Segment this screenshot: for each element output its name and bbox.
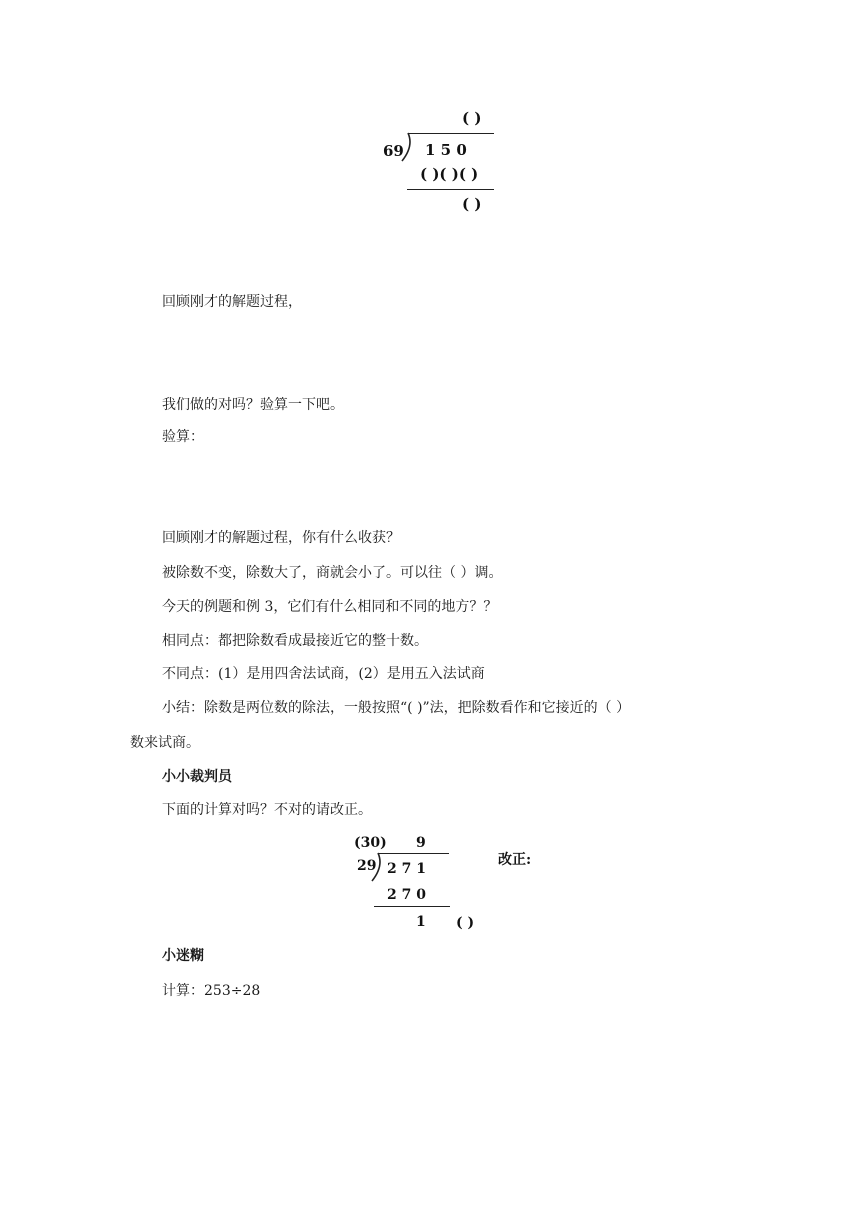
division1-divisor: 69	[383, 142, 404, 160]
division1-dividend: 1 5 0	[425, 141, 467, 159]
check-label: 验算：	[162, 429, 204, 445]
check-question: 我们做的对吗？验算一下吧。	[162, 397, 344, 413]
judge-prompt: 下面的计算对吗？不对的请改正。	[162, 802, 372, 818]
division1-remainder: ( )	[462, 195, 482, 213]
division2-bracket-line	[378, 853, 449, 854]
division2-remainder-blank: ( )	[456, 915, 475, 931]
division2-product: 2 7 0	[387, 887, 426, 903]
review-text-2: 回顾刚才的解题过程，你有什么收获？	[162, 530, 400, 546]
compare-question: 今天的例题和例 3，它们有什么相同和不同的地方？？	[162, 599, 498, 615]
division1-subtract-line	[407, 189, 494, 190]
division2-divisor: 29	[357, 858, 377, 874]
same-point: 相同点：都把除数看成最接近它的整十数。	[162, 633, 428, 649]
division2-quotient: 9	[416, 835, 426, 851]
correction-label: 改正:	[498, 852, 532, 868]
division1-bracket-line	[408, 133, 494, 134]
division2-trial: (30)	[354, 835, 387, 851]
summary-line-1: 小结：除数是两位数的除法，一般按照“( )”法，把除数看作和它接近的（ ）	[162, 700, 631, 716]
adjust-text: 被除数不变，除数大了，商就会小了。可以往（ ）调。	[162, 565, 503, 581]
division2-subtract-line	[374, 906, 450, 907]
division2-remainder: 1	[416, 914, 426, 930]
judge-section-title: 小小裁判员	[162, 769, 232, 785]
summary-line-2: 数来试商。	[130, 735, 200, 751]
division1-quotient: ( )	[462, 109, 482, 127]
diff-point: 不同点：(1）是用四舍法试商，(2）是用五入法试商	[162, 666, 485, 682]
division2-dividend: 2 7 1	[387, 861, 426, 877]
calc-prompt: 计算：253÷28	[162, 983, 261, 999]
confuse-section-title: 小迷糊	[162, 948, 204, 964]
division1-product: ( )( )( )	[420, 165, 479, 183]
review-text-1: 回顾刚才的解题过程，	[162, 294, 302, 310]
